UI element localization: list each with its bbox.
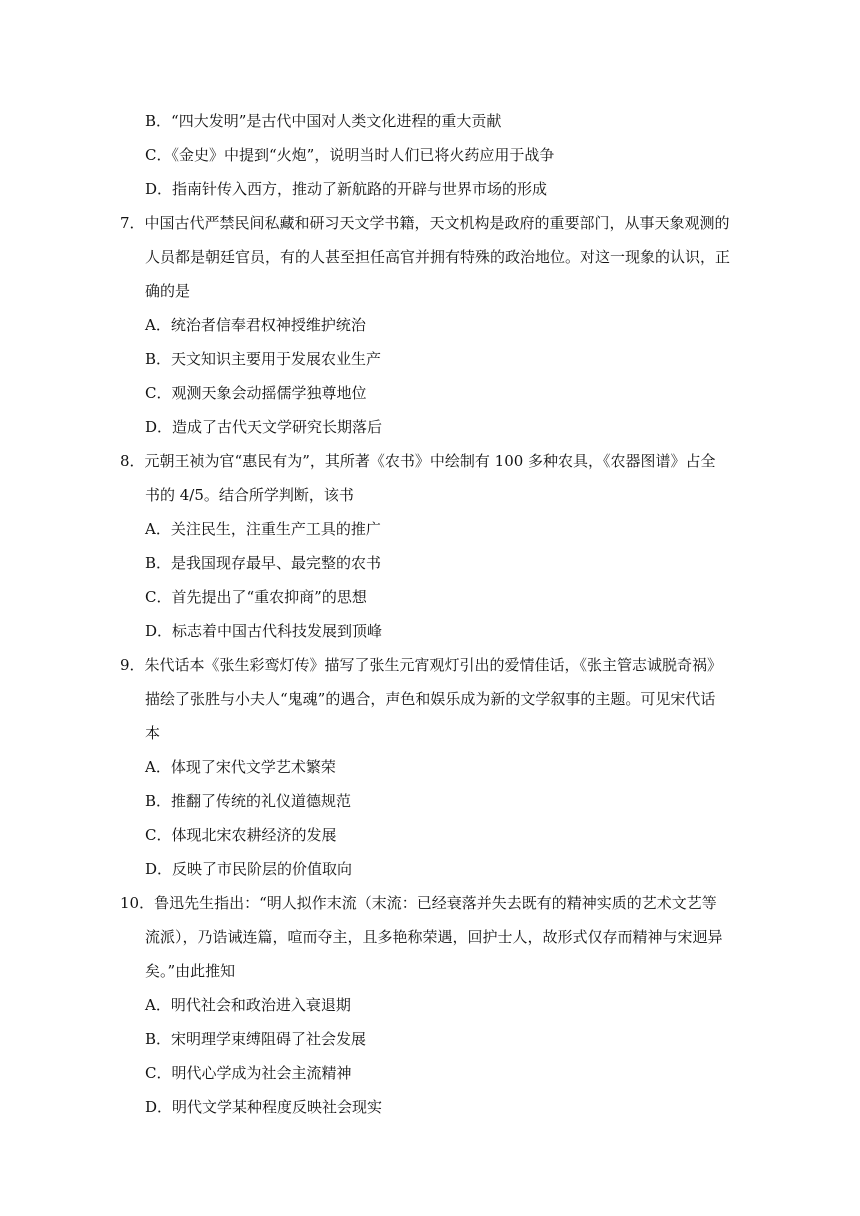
q7-stem-line-1: 7．中国古代严禁民间私藏和研习天文学书籍，天文机构是政府的重要部门，从事天象观测的 (120, 214, 730, 232)
q10-stem-line-1: 10．鲁迅先生指出：“明人拟作末流（末流：已经衰落并失去既有的精神实质的艺术文艺等 (120, 894, 717, 912)
q10-option-d: D．明代文学某种程度反映社会现实 (145, 1098, 383, 1116)
q8-option-a: A．关注民生，注重生产工具的推广 (145, 520, 381, 538)
q7-option-d: D．造成了古代天文学研究长期落后 (145, 418, 383, 436)
q7-stem-line-2: 人员都是朝廷官员，有的人甚至担任高官并拥有特殊的政治地位。对这一现象的认识，正 (145, 248, 731, 266)
q10-option-c: C．明代心学成为社会主流精神 (145, 1064, 352, 1082)
q6-option-b: B．“四大发明”是古代中国对人类文化进程的重大贡献 (145, 112, 502, 130)
q10-stem-line-3: 矣。”由此推知 (145, 962, 236, 980)
q9-option-b: B．推翻了传统的礼仪道德规范 (145, 792, 352, 810)
q9-option-a: A．体现了宋代文学艺术繁荣 (145, 758, 336, 776)
q7-stem-line-3: 确的是 (145, 282, 191, 300)
q10-option-b: B．宋明理学束缚阻碍了社会发展 (145, 1030, 367, 1048)
q8-option-b: B．是我国现存最早、最完整的农书 (145, 554, 382, 572)
q10-stem-line-2: 流派），乃诰诫连篇，喧而夺主，且多艳称荣遇，回护士人，故形式仅存而精神与宋迥异 (145, 928, 723, 946)
q8-stem-line-1: 8．元朝王祯为官“惠民有为”，其所著《农书》中绘制有 100 多种农具，《农器图谱》占全 (120, 452, 716, 470)
q7-option-a: A．统治者信奉君权神授维护统治 (145, 316, 366, 334)
q8-stem-line-2: 书的 4/5。结合所学判断，该书 (145, 486, 354, 504)
q9-stem-line-1: 9．朱代话本《张生彩鸾灯传》描写了张生元宵观灯引出的爱情佳话，《张主管志诚脱奇祸》 (120, 656, 723, 674)
q6-option-c: C．《金史》中提到“火炮”，说明当时人们已将火药应用于战争 (145, 146, 555, 164)
q9-option-c: C．体现北宋农耕经济的发展 (145, 826, 337, 844)
q6-option-d: D．指南针传入西方，推动了新航路的开辟与世界市场的形成 (145, 180, 548, 198)
q7-option-b: B．天文知识主要用于发展农业生产 (145, 350, 382, 368)
q8-option-d: D．标志着中国古代科技发展到顶峰 (145, 622, 383, 640)
q9-stem-line-3: 本 (145, 724, 161, 742)
q7-option-c: C．观测天象会动摇儒学独尊地位 (145, 384, 367, 402)
q8-option-c: C．首先提出了“重农抑商”的思想 (145, 588, 367, 606)
q9-option-d: D．反映了市民阶层的价值取向 (145, 860, 353, 878)
q10-option-a: A．明代社会和政治进入衰退期 (145, 996, 351, 1014)
q9-stem-line-2: 描绘了张胜与小夫人“鬼魂”的遇合，声色和娱乐成为新的文学叙事的主题。可见宋代话 (145, 690, 716, 708)
